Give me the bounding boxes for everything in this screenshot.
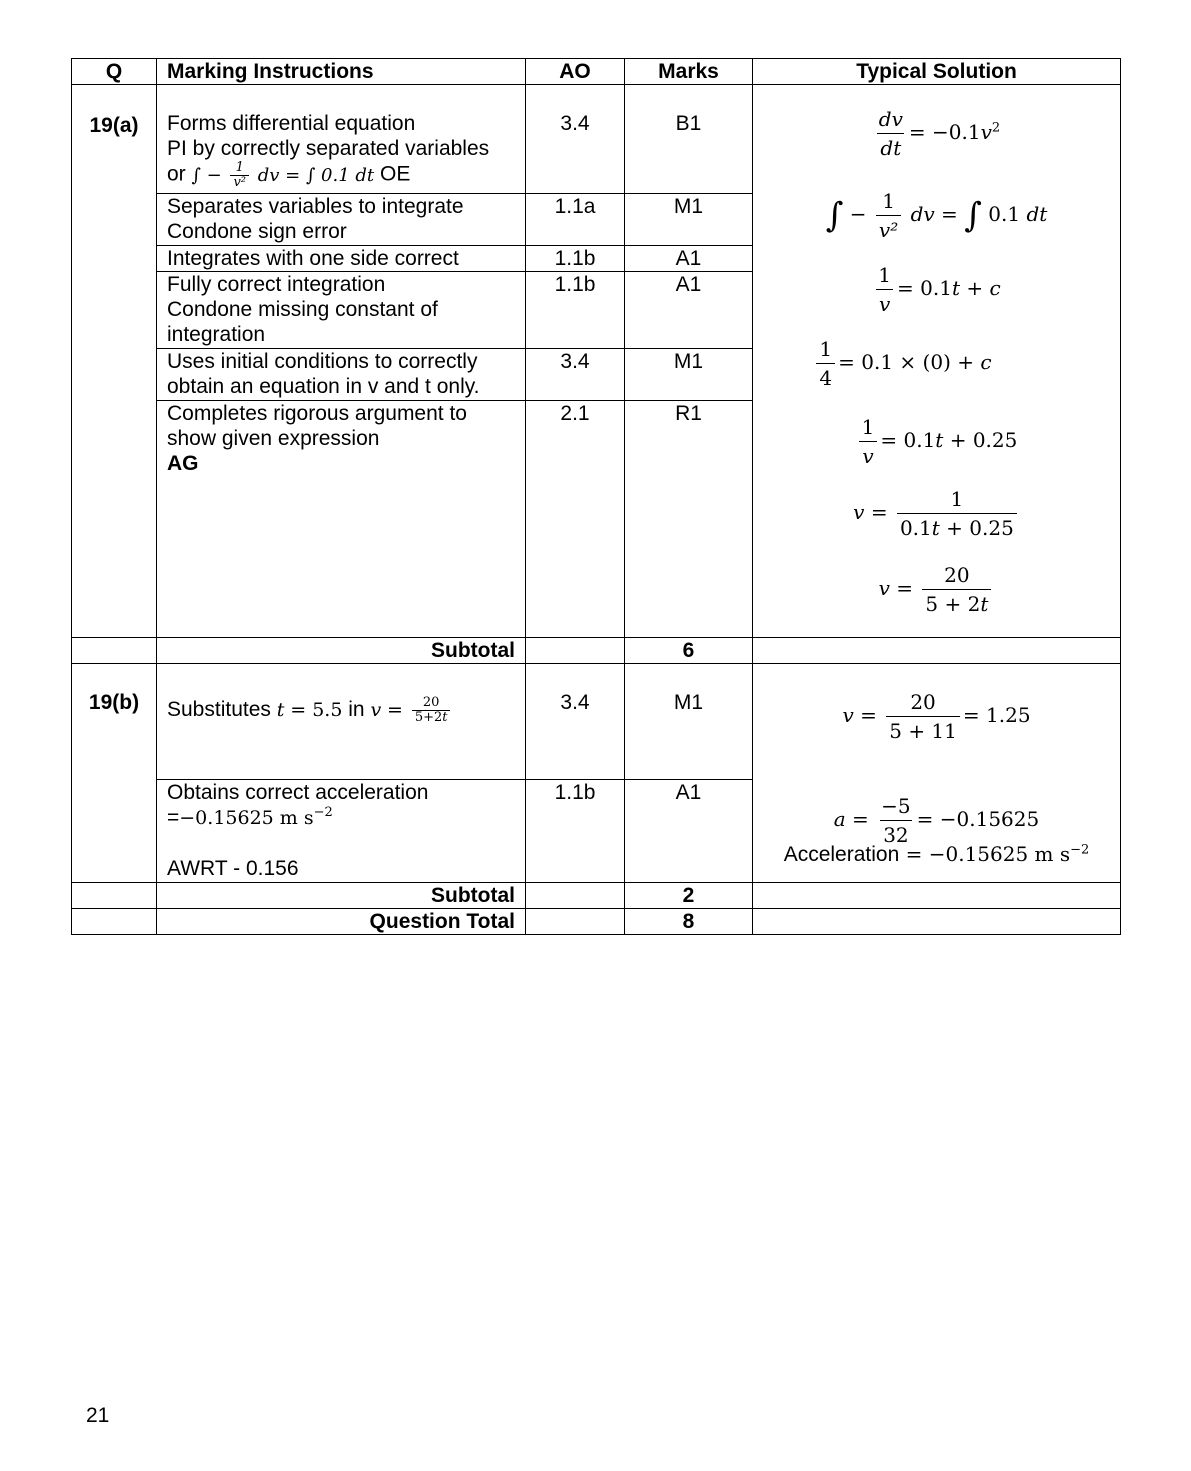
total-label: Question Total bbox=[157, 909, 526, 935]
ao-cell: 1.1b bbox=[526, 246, 625, 272]
header-solution: Typical Solution bbox=[753, 59, 1121, 85]
question-label: 19(a) bbox=[72, 85, 157, 638]
solution-line: a = $\frac{-5}{32}$ = −0.15625 bbox=[833, 794, 1040, 847]
instruction-cell: Fully correct integration Condone missing constant of integration bbox=[157, 272, 526, 349]
mark-scheme bbox=[71, 58, 1120, 935]
total-row bbox=[72, 909, 1121, 935]
solution-cell-b bbox=[753, 664, 1121, 883]
instruction-cell: Obtains correct acceleration =−0.15625 m $s^{-2}$ AWRT - 0.156 bbox=[157, 780, 526, 883]
subtotal-value: 6 bbox=[625, 638, 753, 664]
ao-cell: 1.1b bbox=[526, 780, 625, 883]
header-row bbox=[72, 59, 1121, 85]
subtotal-value: 2 bbox=[625, 883, 753, 909]
solution-line: v = $\frac{1}{0.1t + 0.25}$ bbox=[753, 485, 1120, 542]
table-row bbox=[72, 664, 1121, 780]
solution-cell-a bbox=[753, 85, 1121, 638]
solution-line: $\frac{1}{4}$ = 0.1 × (0) + c bbox=[719, 335, 1086, 392]
header-q: Q bbox=[72, 59, 157, 85]
subtotal-row bbox=[72, 883, 1121, 909]
header-marks: Marks bbox=[625, 59, 753, 85]
solution-line: v = $\frac{20}{5 + 2t}$ bbox=[753, 561, 1120, 618]
page-number: 21 bbox=[86, 1404, 110, 1427]
solution-line: $\frac{dv}{dt}$ = $-0.1v^2$ bbox=[878, 107, 1001, 160]
ao-cell: 3.4 bbox=[526, 85, 625, 194]
mark-cell: A1 bbox=[625, 272, 753, 349]
mark-cell: M1 bbox=[625, 349, 753, 401]
mark-scheme-table bbox=[71, 58, 1121, 935]
subtotal-row bbox=[72, 638, 1121, 664]
ao-cell: 1.1a bbox=[526, 194, 625, 246]
ao-cell: 3.4 bbox=[526, 664, 625, 780]
table-row bbox=[72, 85, 1121, 194]
mark-cell: A1 bbox=[625, 780, 753, 883]
header-ao: AO bbox=[526, 59, 625, 85]
solution-line: Acceleration = −0.15625 m $s^{-2}$ bbox=[783, 842, 1090, 866]
mark-cell: M1 bbox=[625, 194, 753, 246]
instruction-cell: Uses initial conditions to correctly obtain an equation in v and t only. bbox=[157, 349, 526, 401]
subtotal-label: Subtotal bbox=[157, 883, 526, 909]
instruction-cell: Completes rigorous argument to show given expression AG bbox=[157, 401, 526, 638]
ao-cell: 2.1 bbox=[526, 401, 625, 638]
mark-cell: M1 bbox=[625, 664, 753, 780]
question-label: 19(b) bbox=[72, 664, 157, 883]
total-value: 8 bbox=[625, 909, 753, 935]
instruction-cell: Substitutes t = 5.5 in v = $\frac{20}{5+2t}$ bbox=[157, 664, 526, 780]
mark-cell: A1 bbox=[625, 246, 753, 272]
ao-cell: 1.1b bbox=[526, 272, 625, 349]
solution-line: $\frac{1}{v}$ = 0.1t + 0.25 bbox=[753, 413, 1120, 470]
solution-line: v = $\frac{20}{5 + 11}$ = 1.25 bbox=[842, 690, 1031, 743]
mark-cell: B1 bbox=[625, 85, 753, 194]
instruction-cell: Forms differential equation PI by correctly separated variables or ∫ − $\frac{1}{\text{v²}}$ dv = ∫ 0.1 dt OE bbox=[157, 85, 526, 194]
header-instructions: Marking Instructions bbox=[157, 59, 526, 85]
mark-cell: R1 bbox=[625, 401, 753, 638]
solution-line: ∫ − $\frac{1}{\text{v²}}$ dv = ∫ 0.1 dt bbox=[825, 189, 1048, 242]
ao-cell: 3.4 bbox=[526, 349, 625, 401]
solution-line: $\frac{1}{v}$ = 0.1t + c bbox=[753, 261, 1120, 318]
instruction-cell: Separates variables to integrate Condone sign error bbox=[157, 194, 526, 246]
subtotal-label: Subtotal bbox=[157, 638, 526, 664]
instruction-cell: Integrates with one side correct bbox=[157, 246, 526, 272]
